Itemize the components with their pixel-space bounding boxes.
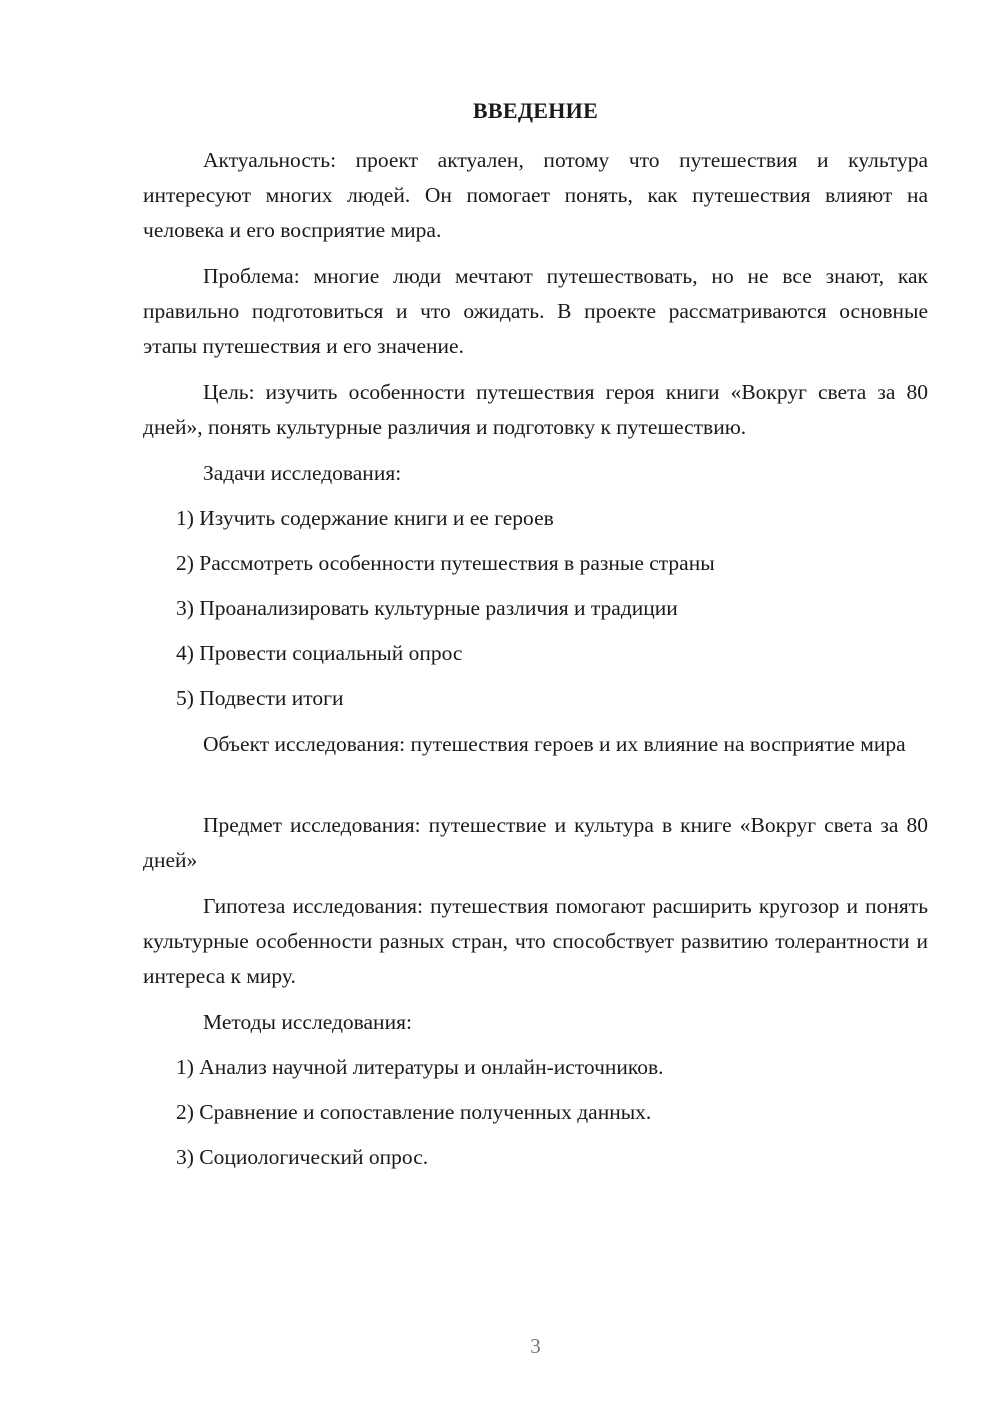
hypothesis-paragraph: Гипотеза исследования: путешествия помогают расширить кругозор и понять культурные особенности разных стран, что способствует развитию толерантности и интереса к миру. — [143, 894, 928, 988]
section-title: ВВЕДЕНИЕ — [472, 98, 599, 123]
subject-paragraph: Предмет исследования: путешествие и культура в книге «Вокруг света за 80 дней» — [143, 813, 928, 872]
task-item: 1) Изучить содержание книги и ее героев — [176, 506, 554, 530]
task-item: 3) Проанализировать культурные различия и традиции — [176, 596, 678, 620]
task-item: 2) Рассмотреть особенности путешествия в разные страны — [176, 551, 715, 575]
document-page — [143, 0, 928, 1414]
object-paragraph: Объект исследования: путешествия героев и их влияние на восприятие мира — [203, 732, 906, 756]
problem-paragraph: Проблема: многие люди мечтают путешествовать, но не все знают, как правильно подготовиться и что ожидать. В проекте рассматриваются основные этапы путешествия и его значение. — [143, 264, 928, 358]
method-item: 2) Сравнение и сопоставление полученных данных. — [176, 1100, 652, 1124]
relevance-paragraph: Актуальность: проект актуален, потому что путешествия и культура интересуют многих людей. Он помогает понять, как путешествия влияют на человека и его восприятие мира. — [143, 148, 928, 242]
task-item: 4) Провести социальный опрос — [176, 641, 463, 665]
page-number: 3 — [530, 1334, 541, 1358]
methods-heading: Методы исследования: — [203, 1010, 412, 1034]
method-item: 1) Анализ научной литературы и онлайн-источников. — [176, 1055, 664, 1079]
tasks-heading: Задачи исследования: — [203, 461, 402, 485]
task-item: 5) Подвести итоги — [176, 686, 344, 710]
method-item: 3) Социологический опрос. — [176, 1145, 429, 1169]
goal-paragraph: Цель: изучить особенности путешествия героя книги «Вокруг света за 80 дней», понять культурные различия и подготовку к путешествию. — [143, 380, 928, 439]
